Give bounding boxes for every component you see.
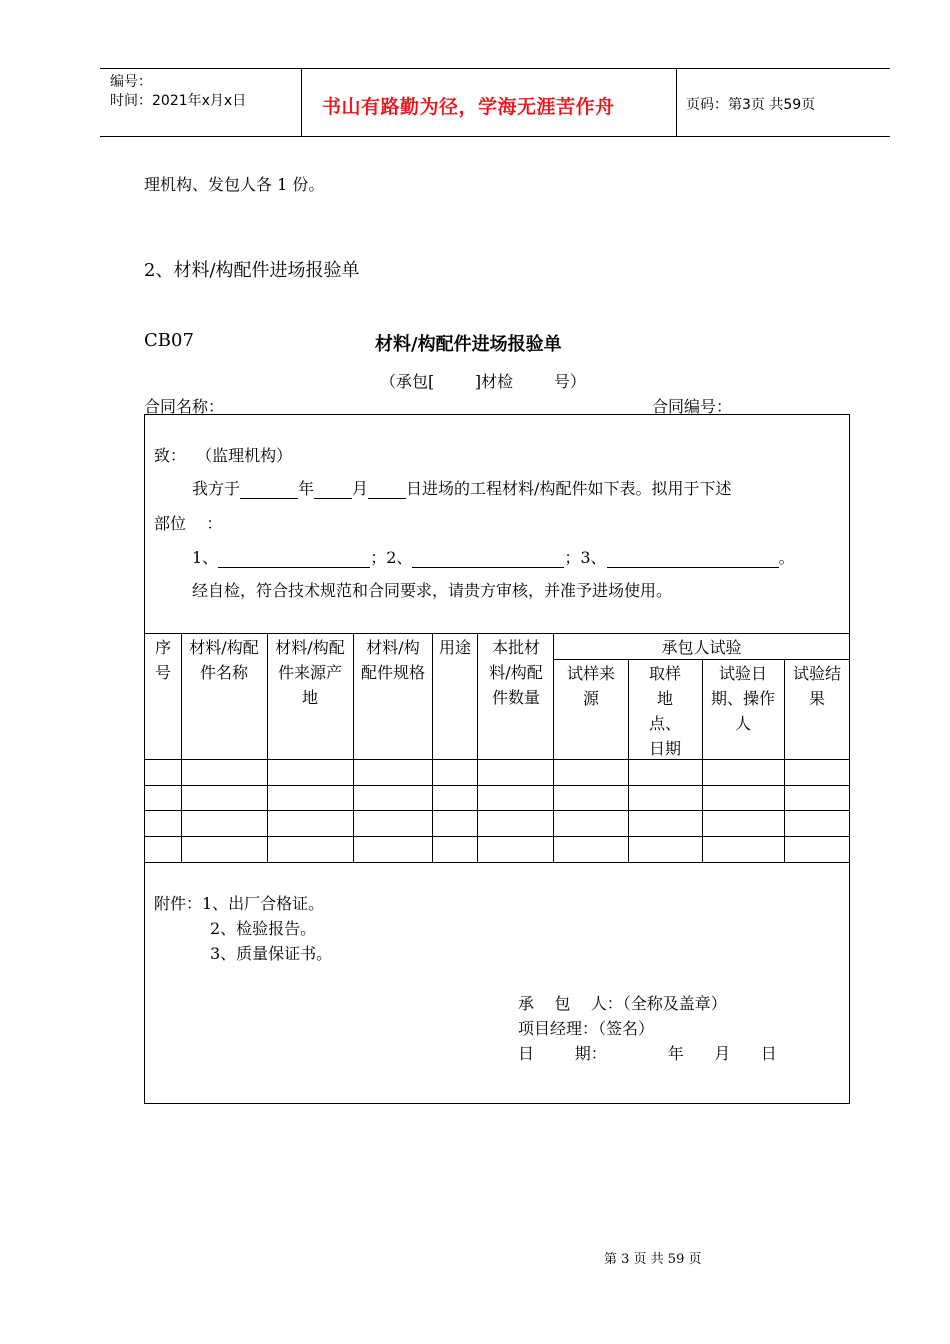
table-col-rule	[628, 659, 629, 862]
col-header-test-date: 试验日期、操作人	[710, 664, 775, 733]
sign-manager: 项目经理：（签名）	[518, 1019, 655, 1038]
table-bottom-rule	[144, 862, 850, 863]
paragraph-2: 部位 ：	[154, 514, 223, 533]
table-col-rule	[553, 633, 554, 862]
item2-label: ；2、	[370, 548, 413, 567]
header-divider-left	[301, 68, 302, 136]
form-code: CB07	[144, 330, 194, 351]
year-blank[interactable]	[240, 480, 298, 499]
col-header-test-result: 试验结果	[793, 664, 842, 708]
table-row-rule	[144, 785, 850, 786]
header-divider-right	[676, 68, 677, 136]
col-header-name: 材料/构配件名称	[189, 638, 259, 682]
table-col-rule	[702, 659, 703, 862]
to-line: 致： （监理机构）	[154, 446, 293, 465]
form-subtitle: （承包[ ]材检 号）	[380, 372, 586, 391]
header-time-label: 时间：2021年x月x日	[110, 93, 247, 109]
header-bottom-rule	[100, 136, 890, 137]
paragraph-3: 经自检，符合技术规范和合同要求，请贵方审核，并准予进场使用。	[192, 581, 673, 600]
header-top-rule	[100, 68, 890, 69]
item1-blank[interactable]	[218, 549, 370, 568]
sign-contractor: 承 包 人：（全称及盖章）	[518, 994, 727, 1013]
p1-month: 月	[352, 479, 369, 498]
col-header-spec: 材料/构配件规格	[360, 638, 425, 682]
attachment-3: 3、质量保证书。	[210, 944, 333, 963]
p1-prefix: 我方于	[192, 479, 241, 498]
header-code-label: 编号：	[110, 74, 152, 90]
attachments-label: 附件：1、出厂合格证。	[154, 894, 325, 913]
table-col-rule	[477, 633, 478, 862]
p1-rest: 日进场的工程材料/构配件如下表。拟用于下述	[406, 479, 732, 498]
col-header-seq: 序号	[154, 638, 171, 682]
table-top-rule	[144, 633, 850, 634]
col-header-sample-location: 取样地点、日期	[648, 664, 681, 758]
paragraph-1	[192, 476, 731, 499]
header-motto: 书山有路勤为径，学海无涯苦作舟	[322, 96, 615, 118]
table-header-bottom-rule	[144, 759, 850, 760]
table-row-rule	[144, 836, 850, 837]
item3-blank[interactable]	[607, 549, 779, 568]
table-row-rule	[144, 810, 850, 811]
section-heading: 2、材料/构配件进场报验单	[144, 260, 360, 281]
attachment-2: 2、检验报告。	[210, 919, 317, 938]
table-col-rule	[267, 633, 268, 862]
p1-year: 年	[298, 479, 315, 498]
intro-line: 理机构、发包人各 1 份。	[144, 175, 325, 194]
col-header-origin: 材料/构配件来源产地	[275, 638, 345, 707]
col-header-sample-source: 试样来源	[566, 664, 615, 708]
table-col-rule	[181, 633, 182, 862]
table-col-rule	[784, 659, 785, 862]
day-blank[interactable]	[368, 480, 406, 499]
col-header-use: 用途	[438, 638, 471, 657]
col-header-qty: 本批材料/构配件数量	[489, 638, 543, 707]
item1-label: 1、	[192, 548, 219, 567]
contract-name-label: 合同名称：	[144, 397, 225, 416]
item3-label: ；3、	[564, 548, 607, 567]
group-header-contractor-test: 承包人试验	[661, 638, 742, 657]
items-line	[192, 545, 795, 568]
sign-date: 日 期： 年 月 日	[518, 1044, 777, 1063]
header-page-code: 页码：第3页 共59页	[686, 97, 816, 113]
contract-no-label: 合同编号：	[652, 397, 733, 416]
item2-blank[interactable]	[412, 549, 564, 568]
table-col-rule	[353, 633, 354, 862]
item-end: 。	[778, 548, 795, 567]
table-col-rule	[432, 633, 433, 862]
month-blank[interactable]	[314, 480, 352, 499]
form-title: 材料/构配件进场报验单	[375, 334, 562, 355]
page-footer: 第 3 页 共 59 页	[604, 1252, 702, 1267]
